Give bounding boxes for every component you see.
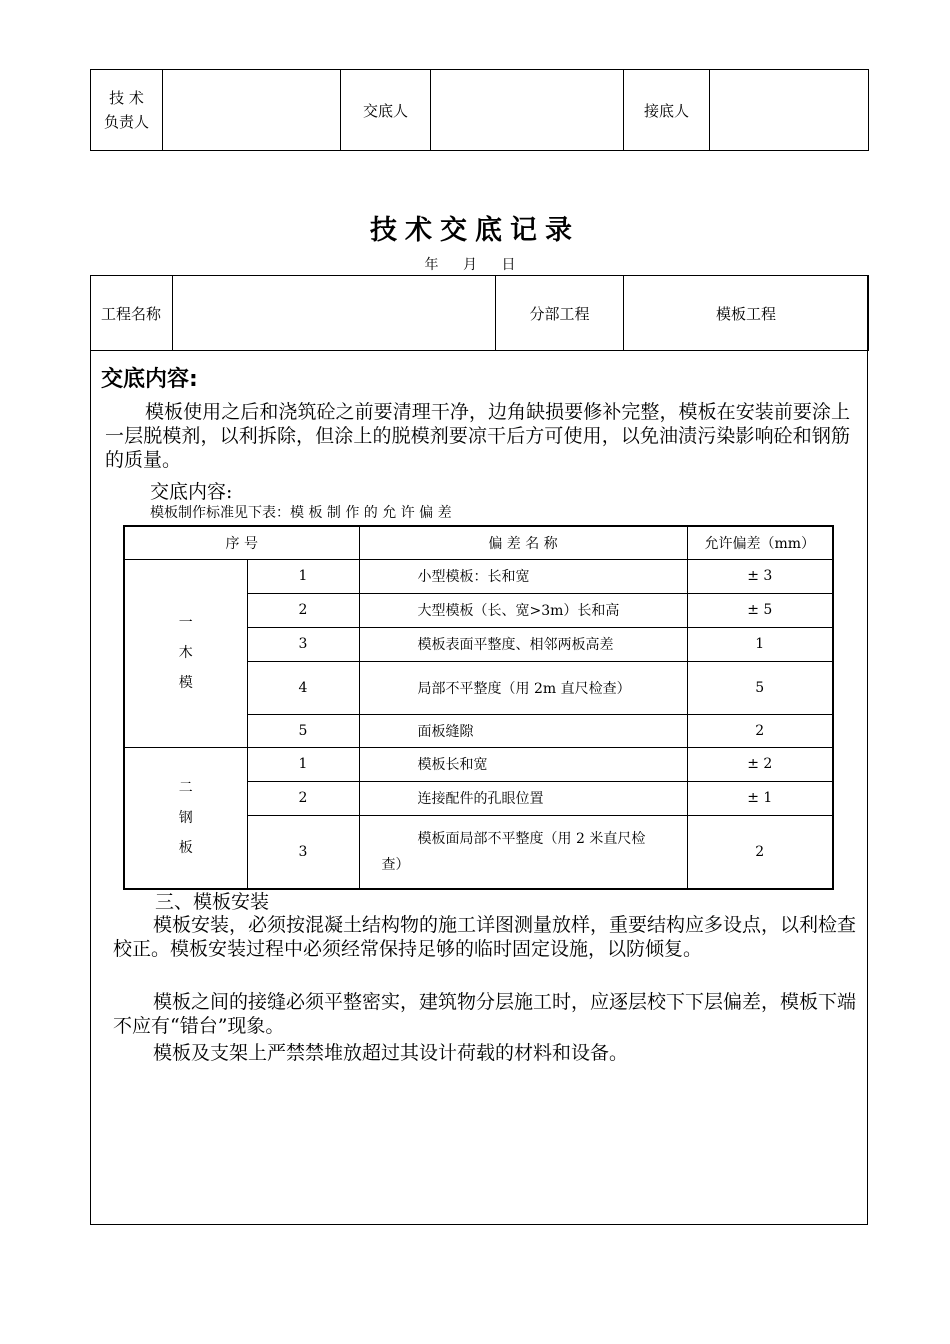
row-tolerance: 1 (687, 627, 833, 661)
group-label-char: 二 (178, 779, 193, 796)
row-tolerance: 2 (687, 714, 833, 747)
receiver-label: 接底人 (624, 70, 710, 151)
row-number: 5 (247, 714, 359, 747)
group-label-char: 板 (178, 839, 193, 856)
row-name: 连接配件的孔眼位置 (359, 781, 687, 815)
sub-project-value: 模板工程 (624, 276, 869, 351)
group-label-char: 模 (178, 675, 193, 691)
project-name-value[interactable] (173, 276, 496, 351)
group-label-wood (124, 559, 247, 747)
row-number: 3 (247, 627, 359, 661)
tech-lead-label-line2: 负责人 (103, 113, 149, 131)
table-row (124, 747, 833, 781)
tolerance-table (123, 525, 834, 890)
group-label-char: 木 (178, 645, 193, 661)
group-label-steel (124, 747, 247, 889)
row-name-line1: 模板面局部不平整度（用 2 米直尺检 (417, 830, 646, 847)
row-number: 3 (247, 815, 359, 889)
tech-lead-value[interactable] (163, 70, 341, 151)
install-paragraph-2: 模板之间的接缝必须平整密实，建筑物分层施工时，应逐层校下下层偏差，模板下端不应有“错台”现象。 (113, 991, 857, 1037)
row-name: 大型模板（长、宽>3m）长和高 (359, 593, 687, 627)
row-tolerance: ± 2 (687, 747, 833, 781)
row-tolerance: 5 (687, 661, 833, 714)
row-tolerance: ± 1 (687, 781, 833, 815)
row-name: 局部不平整度（用 2m 直尺检查） (359, 661, 687, 714)
project-name-label: 工程名称 (91, 276, 173, 351)
content-sub-label: 交底内容: (150, 481, 233, 503)
header-tolerance: 允许偏差（mm） (687, 526, 833, 559)
receiver-value[interactable] (710, 70, 869, 151)
row-tolerance: ± 5 (687, 593, 833, 627)
tech-lead-label (91, 70, 163, 151)
row-number: 2 (247, 781, 359, 815)
install-paragraph-3: 模板及支架上严禁禁堆放超过其设计荷载的材料和设备。 (153, 1042, 629, 1064)
group-label-char: 一 (178, 615, 193, 631)
project-header-table (90, 275, 869, 351)
row-number: 4 (247, 661, 359, 714)
install-paragraph-1: 模板安装，必须按混凝土结构物的施工详图测量放样，重要结构应多设点，以利检查校正。模板安装过程中必须经常保持足够的临时固定设施，以防倾复。 (113, 914, 857, 960)
table-row (124, 559, 833, 593)
sub-project-label: 分部工程 (496, 276, 624, 351)
document-title: 技术交底记录 (370, 215, 580, 246)
row-number: 2 (247, 593, 359, 627)
table-caption: 模板制作标准见下表：模 板 制 作 的 允 许 偏 差 (150, 505, 452, 521)
content-heading: 交底内容: (101, 367, 198, 392)
header-name: 偏 差 名 称 (359, 526, 687, 559)
row-name: 模板表面平整度、相邻两板高差 (359, 627, 687, 661)
discloser-value[interactable] (431, 70, 624, 151)
table-header-row (124, 526, 833, 559)
row-tolerance: 2 (687, 815, 833, 889)
install-section-title: 三、模板安装 (155, 891, 270, 913)
row-name (359, 815, 687, 889)
intro-paragraph: 模板使用之后和浇筑砼之前要清理干净，边角缺损要修补完整，模板在安装前要涂上一层脱模剂，以利拆除，但涂上的脱模剂要凉干后方可使用，以免油渍污染影响砼和钢筋的质量。 (105, 401, 850, 471)
row-number: 1 (247, 559, 359, 593)
tech-lead-label-line1: 技 术 (109, 89, 144, 107)
row-name-line2: 查） (381, 856, 410, 873)
header-seq: 序 号 (124, 526, 359, 559)
discloser-label: 交底人 (341, 70, 431, 151)
row-tolerance: ± 3 (687, 559, 833, 593)
row-name: 面板缝隙 (359, 714, 687, 747)
row-number: 1 (247, 747, 359, 781)
group-label-char: 钢 (178, 809, 193, 826)
date-line: 年 月 日 (424, 257, 526, 273)
row-name: 小型模板：长和宽 (359, 559, 687, 593)
row-name: 模板长和宽 (359, 747, 687, 781)
signature-table (90, 69, 869, 151)
